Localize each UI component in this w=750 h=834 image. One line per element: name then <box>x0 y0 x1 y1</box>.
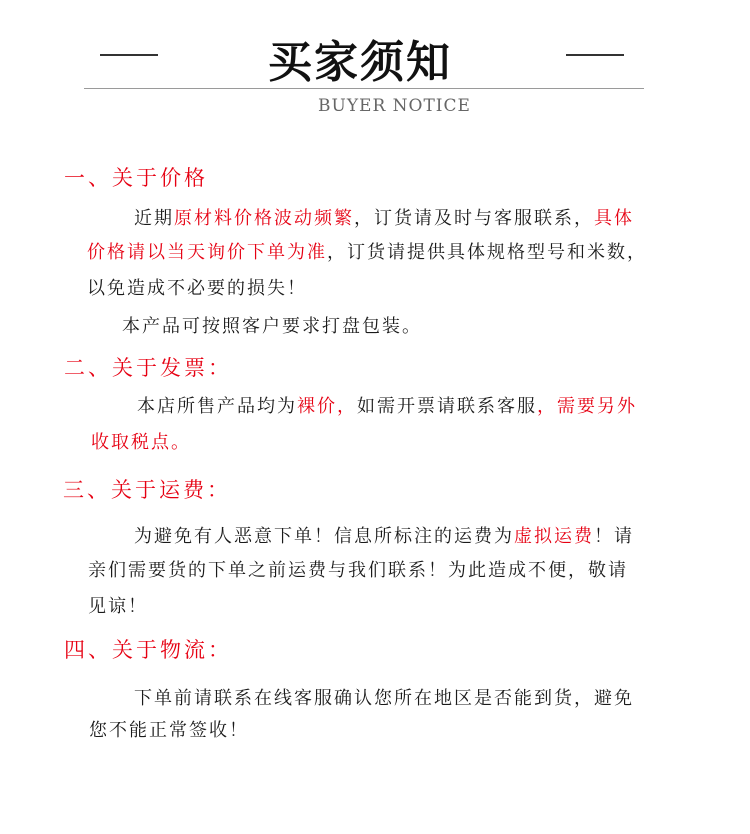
text-span: ，订货请提供具体规格型号和米数， <box>327 242 647 263</box>
highlight-text: ，需要另外 <box>537 396 637 417</box>
text-span: 以免造成不必要的损失！ <box>87 278 307 299</box>
price-line-2 <box>87 238 647 264</box>
invoice-line-2 <box>91 428 191 454</box>
highlight-text: 价格请以当天询价下单为准 <box>87 242 327 263</box>
highlight-text: 具体 <box>594 208 634 229</box>
price-line-4 <box>122 312 422 338</box>
text-span: ！请 <box>594 526 634 547</box>
text-span: 见谅！ <box>88 596 148 617</box>
logistics-line-2 <box>89 716 249 742</box>
shipping-line-3 <box>88 592 148 618</box>
text-span: 本店所售产品均为 <box>137 396 297 417</box>
text-span: 近期 <box>134 208 174 229</box>
section-heading-shipping: 三、关于运费： <box>63 478 231 502</box>
highlight-text: 虚拟运费 <box>514 526 594 547</box>
text-span: 如需开票请联系客服 <box>357 396 537 417</box>
title-right-rule <box>566 54 624 56</box>
highlight-text: 收取税点。 <box>91 432 191 453</box>
section-heading-logistics: 四、关于物流： <box>64 638 232 662</box>
shipping-line-2 <box>88 556 628 582</box>
highlight-text: 裸价， <box>297 396 357 417</box>
text-span: ，订货请及时与客服联系， <box>354 208 594 229</box>
logistics-line-1 <box>134 684 634 710</box>
text-span: 为避免有人恶意下单！信息所标注的运费为 <box>134 526 514 547</box>
invoice-line-1 <box>137 392 637 418</box>
section-heading-price: 一、关于价格 <box>64 166 208 190</box>
page-title: 买家须知 <box>268 37 452 88</box>
text-span: 下单前请联系在线客服确认您所在地区是否能到货，避免 <box>134 688 634 709</box>
title-left-rule <box>100 54 158 56</box>
price-line-1 <box>134 204 634 230</box>
text-span: 亲们需要货的下单之前运费与我们联系！为此造成不便，敬请 <box>88 560 628 581</box>
text-span: 您不能正常签收！ <box>89 720 249 741</box>
highlight-text: 原材料价格波动频繁 <box>174 208 354 229</box>
page-subtitle: BUYER NOTICE <box>318 96 471 116</box>
text-span: 本产品可按照客户要求打盘包装。 <box>122 316 422 337</box>
header-divider <box>84 88 644 89</box>
price-line-3 <box>87 274 307 300</box>
section-heading-invoice: 二、关于发票： <box>64 356 232 380</box>
shipping-line-1 <box>134 522 634 548</box>
